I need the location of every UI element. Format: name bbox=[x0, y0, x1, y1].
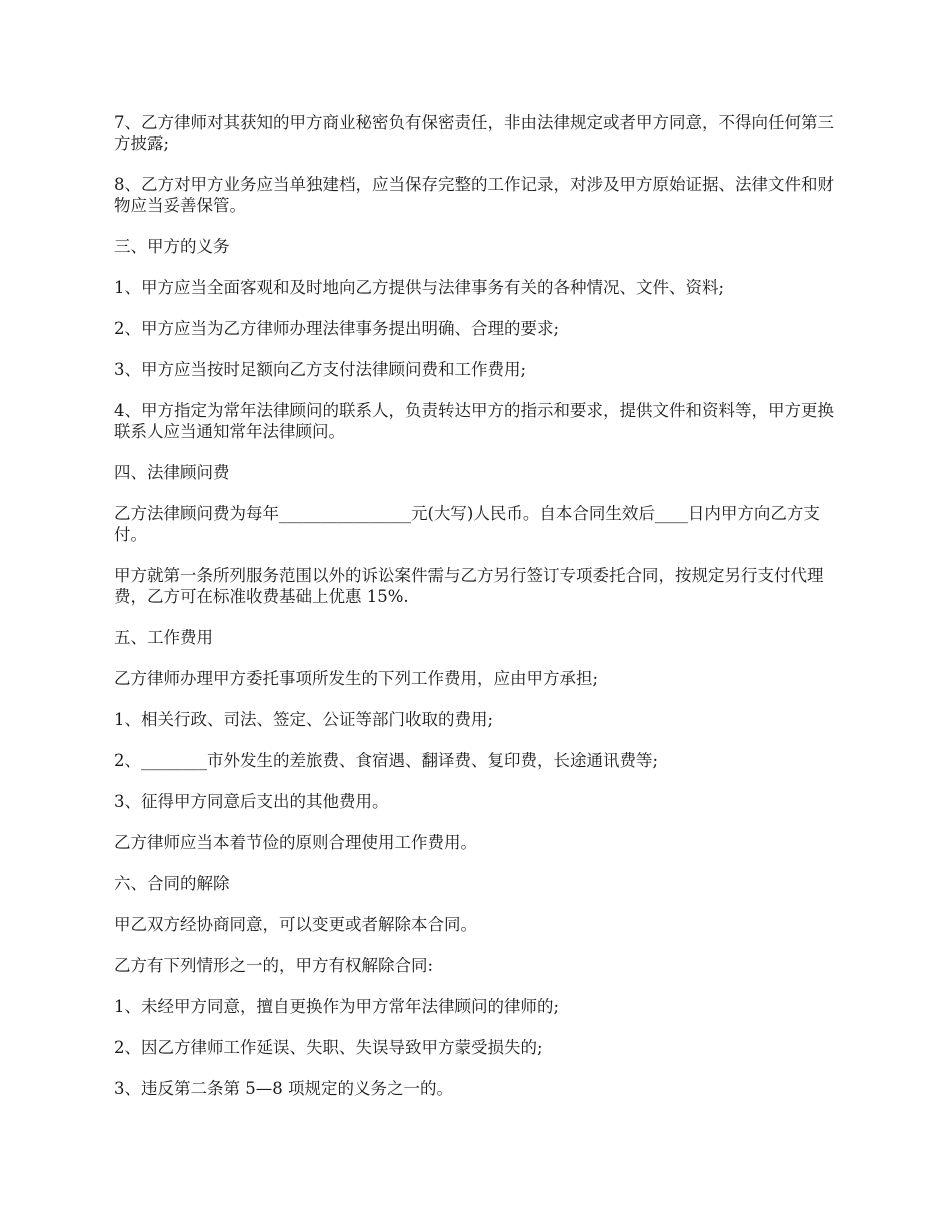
clause-paragraph: 乙方有下列情形之一的，甲方有权解除合同: bbox=[114, 956, 434, 975]
document-body bbox=[114, 112, 842, 1119]
clause-paragraph: 3、征得甲方同意后支出的其他费用。 bbox=[114, 792, 389, 811]
clause-paragraph: 3、甲方应当按时足额向乙方支付法律顾问费和工作费用; bbox=[114, 360, 527, 379]
clause-paragraph: 甲方就第一条所列服务范围以外的诉讼案件需与乙方另行签订专项委托合同，按规定另行支付代理费，乙方可在标准收费基础上优惠 15%. bbox=[114, 566, 824, 606]
clause-paragraph: 甲乙双方经协商同意，可以变更或者解除本合同。 bbox=[114, 915, 477, 934]
clause-paragraph: 7、乙方律师对其获知的甲方商业秘密负有保密责任，非由法律规定或者甲方同意，不得向任何第三方披露; bbox=[114, 113, 834, 153]
clause-paragraph: 2、甲方应当为乙方律师办理法律事务提出明确、合理的要求; bbox=[114, 319, 560, 338]
section-heading: 四、法律顾问费 bbox=[114, 463, 230, 482]
clause-paragraph: 乙方律师应当本着节俭的原则合理使用工作费用。 bbox=[114, 833, 477, 852]
clause-paragraph: 1、未经甲方同意，擅自更换作为甲方常年法律顾问的律师的; bbox=[114, 997, 560, 1016]
clause-paragraph: 乙方律师办理甲方委托事项所发生的下列工作费用，应由甲方承担; bbox=[114, 669, 599, 688]
clause-paragraph: 2、因乙方律师工作延误、失职、失误导致甲方蒙受损失的; bbox=[114, 1038, 543, 1057]
section-heading: 三、甲方的义务 bbox=[114, 237, 230, 256]
section-heading: 六、合同的解除 bbox=[114, 874, 230, 893]
section-heading: 五、工作费用 bbox=[114, 628, 213, 647]
clause-paragraph: 3、违反第二条第 5—8 项规定的义务之一的。 bbox=[114, 1079, 453, 1098]
clause-paragraph: 8、乙方对甲方业务应当单独建档，应当保存完整的工作记录，对涉及甲方原始证据、法律文件和财物应当妥善保管。 bbox=[114, 175, 834, 215]
clause-paragraph: 1、相关行政、司法、签定、公证等部门收取的费用; bbox=[114, 710, 494, 729]
clause-paragraph: 4、甲方指定为常年法律顾问的联系人，负责转达甲方的指示和要求，提供文件和资料等，甲方更换联系人应当通知常年法律顾问。 bbox=[114, 401, 834, 441]
clause-paragraph: 1、甲方应当全面客观和及时地向乙方提供与法律事务有关的各种情况、文件、资料; bbox=[114, 278, 725, 297]
clause-paragraph: 2、________市外发生的差旅费、食宿遇、翻译费、复印费，长途通讯费等; bbox=[114, 751, 659, 770]
clause-paragraph: 乙方法律顾问费为每年________________元(大写)人民币。自本合同生效后____日内甲方向乙方支付。 bbox=[114, 504, 820, 544]
